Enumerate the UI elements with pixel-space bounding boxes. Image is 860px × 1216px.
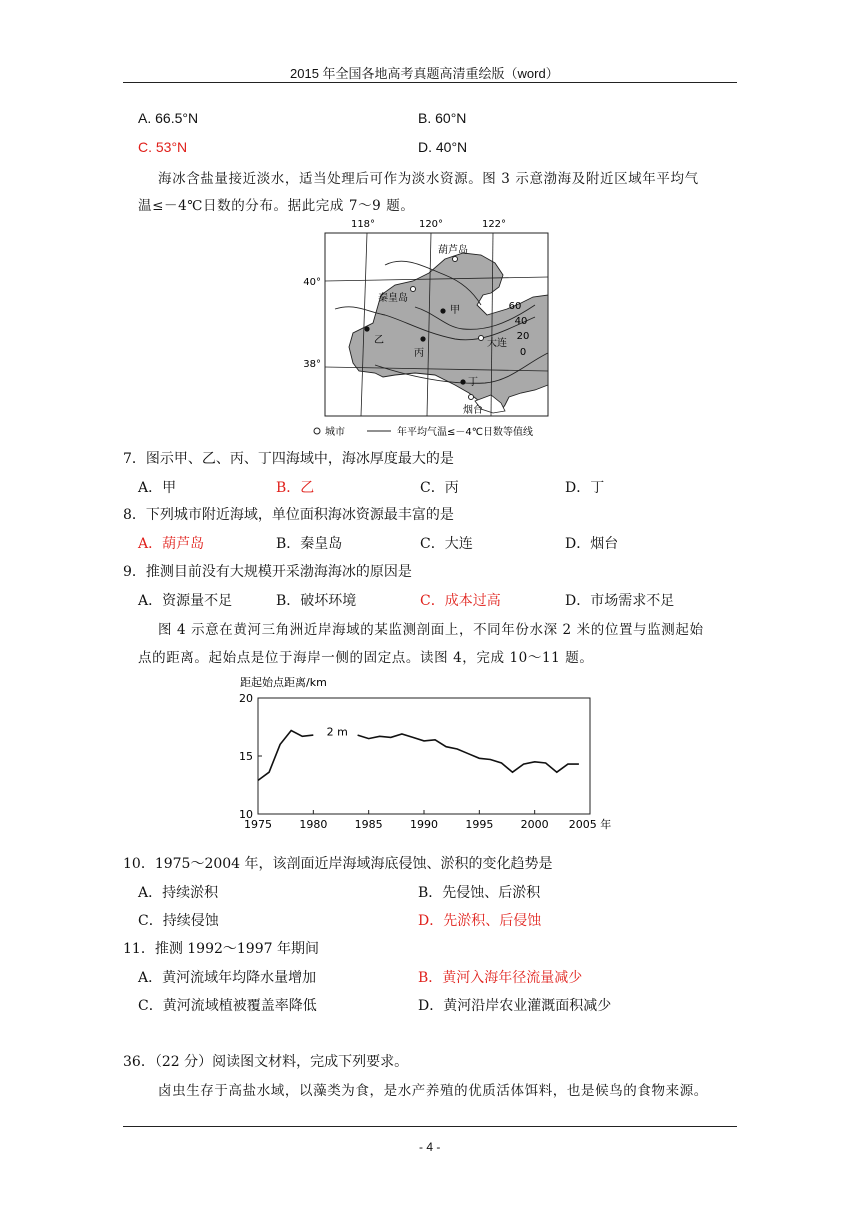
legend-city-label: 城市 (325, 427, 345, 438)
q9-option-c: C．成本过高 (420, 593, 501, 609)
q7-stem: 7．图示甲、乙、丙、丁四海域中，海冰厚度最大的是 (123, 451, 454, 467)
intro-paragraph-1b: 温≤－4℃日数的分布。据此完成 7～9 题。 (138, 198, 415, 214)
q36-paragraph: 卤虫生存于高盐水域，以藻类为食，是水产养殖的优质活体饵料，也是候鸟的食物来源。 (158, 1083, 708, 1099)
isoline-40: 40 (514, 316, 528, 327)
lat-label-40: 40° (303, 277, 321, 288)
q9-option-a: A．资源量不足 (138, 593, 233, 609)
q8-option-d: D．烟台 (565, 536, 619, 552)
footer-rule (123, 1126, 737, 1127)
q11-option-c: C．黄河流域植被覆盖率降低 (138, 998, 317, 1014)
city-qinhuangdao: 秦皇岛 (378, 293, 408, 304)
point-yi: 乙 (374, 335, 384, 346)
intro-paragraph-2b: 点的距离。起始点是位于海岸一侧的固定点。读图 4，完成 10～11 题。 (138, 650, 594, 666)
lon-label-118: 118° (350, 219, 376, 230)
y-tick-label-10: 10 (239, 808, 253, 821)
intro-paragraph-1a: 海冰含盐量接近淡水，适当处理后可作为淡水资源。图 3 示意渤海及附近区域年平均气 (158, 171, 699, 187)
q9-stem: 9．推测目前没有大规模开采渤海海冰的原因是 (123, 564, 412, 580)
x-tick-label-1975: 1975 (244, 818, 272, 831)
series-label-2m: 2 m (326, 725, 348, 739)
q6-option-d: D. 40°N (418, 139, 468, 155)
x-tick-label-2000: 2000 (520, 818, 549, 831)
q8-option-b: B．秦皇岛 (276, 536, 343, 552)
q10-stem: 10．1975～2004 年，该剖面近岸海域海底侵蚀、淤积的变化趋势是 (123, 856, 553, 872)
q6-option-c: C. 53°N (138, 139, 188, 155)
bohai-map-figure (295, 215, 560, 440)
x-tick-label-1985: 1985 (354, 818, 383, 831)
x-tick-label-1980: 1980 (299, 818, 328, 831)
q6-option-b: B. 60°N (418, 110, 467, 126)
page-header: 2015 年全国各地高考真题高清重绘版（word） (290, 66, 559, 81)
chart-y-axis-label: 距起始点距离/km (240, 676, 327, 689)
legend-isoline-label: 年平均气温≤－4℃日数等值线 (397, 427, 533, 438)
q8-option-a: A．葫芦岛 (138, 536, 205, 552)
q9-option-b: B．破坏环境 (276, 593, 357, 609)
page-number: - 4 - (419, 1140, 441, 1154)
point-bing: 丙 (414, 348, 424, 359)
q7-option-a: A．甲 (138, 480, 177, 496)
x-tick-label-1990: 1990 (410, 818, 438, 831)
lon-label-120: 120° (418, 219, 444, 230)
q36-stem: 36．（22 分）阅读图文材料，完成下列要求。 (123, 1054, 409, 1070)
lon-label-122: 122° (481, 219, 507, 230)
distance-line-chart (228, 672, 628, 842)
q10-option-a: A．持续淤积 (138, 885, 219, 901)
q7-option-c: C．丙 (420, 480, 459, 496)
q8-option-c: C．大连 (420, 536, 473, 552)
point-jia: 甲 (450, 305, 460, 316)
x-tick-label-1995: 1995 (465, 818, 494, 831)
q11-option-a: A．黄河流域年均降水量增加 (138, 970, 317, 986)
city-dalian: 大连 (487, 338, 507, 349)
q10-option-d: D．先淤积、后侵蚀 (418, 913, 542, 929)
q10-option-b: B．先侵蚀、后淤积 (418, 885, 541, 901)
q7-option-d: D．丁 (565, 480, 605, 496)
q8-stem: 8．下列城市附近海域，单位面积海冰资源最丰富的是 (123, 507, 454, 523)
y-tick-label-15: 15 (239, 750, 253, 763)
point-ding: 丁 (468, 377, 478, 388)
intro-paragraph-2a: 图 4 示意在黄河三角洲近岸海域的某监测剖面上，不同年份水深 2 米的位置与监测起始 (158, 622, 704, 638)
q11-option-d: D．黄河沿岸农业灌溉面积减少 (418, 998, 612, 1014)
isoline-0: 0 (519, 347, 527, 358)
q6-option-a: A. 66.5°N (138, 110, 199, 126)
isoline-20: 20 (516, 331, 530, 342)
city-huludao: 葫芦岛 (438, 245, 468, 256)
q10-option-c: C．持续侵蚀 (138, 913, 219, 929)
y-tick-label-20: 20 (239, 692, 253, 705)
lat-label-38: 38° (303, 359, 321, 370)
q11-stem: 11．推测 1992～1997 年期间 (123, 941, 319, 957)
q11-option-b: B．黄河入海年径流量减少 (418, 970, 583, 986)
city-yantai: 烟台 (463, 405, 483, 416)
q7-option-b: B．乙 (276, 480, 315, 496)
isoline-60: 60 (508, 301, 522, 312)
header-rule (123, 82, 737, 83)
series-line-2m (258, 731, 579, 781)
x-tick-label-2005: 2005 年 (568, 818, 612, 831)
q9-option-d: D．市场需求不足 (565, 593, 675, 609)
